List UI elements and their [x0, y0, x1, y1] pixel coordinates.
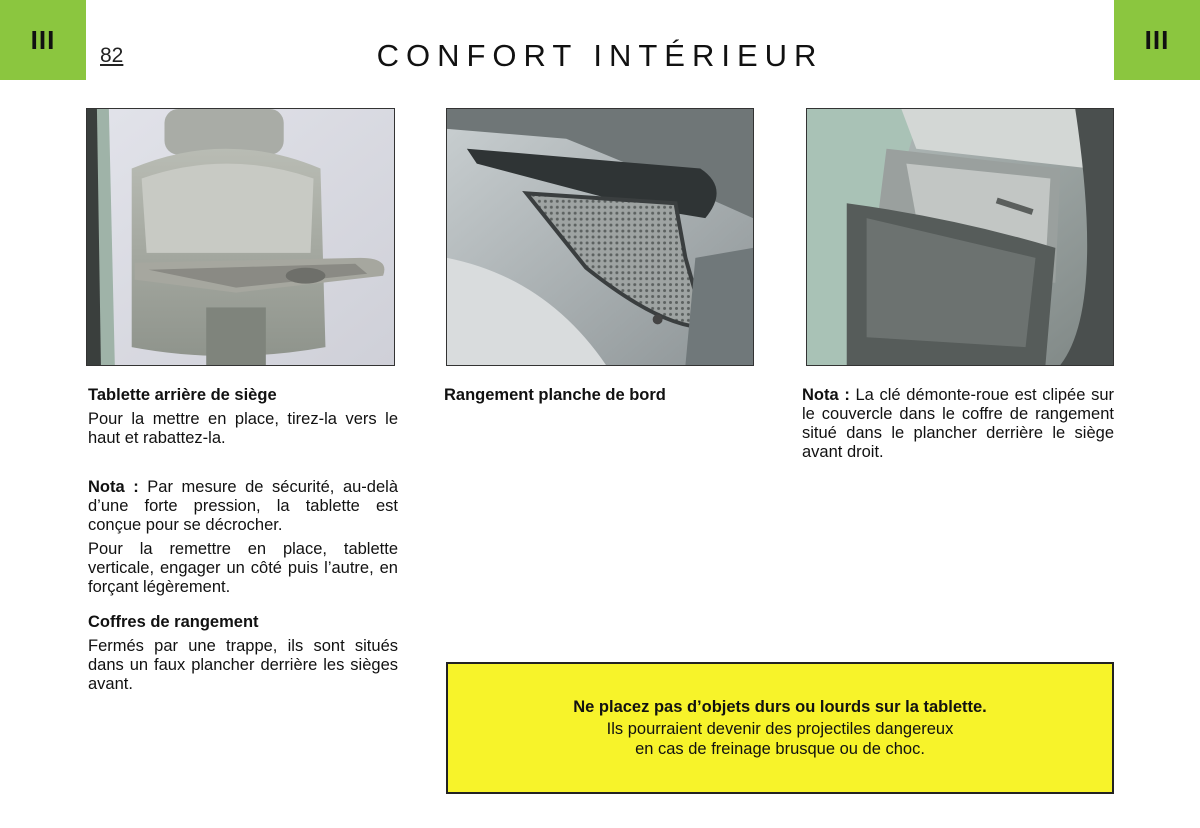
nota-safety-text: Par mesure de sécurité, au-delà d’une forte pression, la tablette est conçue pour se décrocher. [88, 478, 399, 534]
warning-box [446, 662, 1114, 794]
para-seat-tray-setup: Pour la mettre en place, tirez-la vers le haut et rabattez-la. [88, 410, 398, 447]
section-marker-right: III [1144, 24, 1170, 55]
page-title: CONFORT INTÉRIEUR [376, 38, 824, 73]
para-storage-boxes: Fermés par une trappe, ils sont situés dans un faux plancher derrière les sièges avant. [88, 637, 398, 693]
heading-seat-tray: Tablette arrière de siège [88, 386, 277, 404]
nota-label: Nota : [802, 386, 850, 404]
dashboard-storage-photo [446, 108, 754, 366]
section-marker-left: III [30, 24, 56, 55]
column-middle [444, 386, 754, 405]
para-nota-safety [88, 478, 398, 535]
seat-tray-photo [86, 108, 395, 366]
heading-storage-boxes: Coffres de rangement [88, 613, 259, 631]
para-nota-wheel-key [802, 386, 1114, 462]
column-left [88, 386, 398, 694]
warning-line-1: Ils pourraient devenir des projectiles dangereux [606, 720, 954, 738]
warning-title: Ne placez pas d’objets durs ou lourds sur la tablette. [573, 698, 987, 716]
page-number: 82 [100, 44, 124, 67]
warning-line-2: en cas de freinage brusque ou de choc. [635, 740, 925, 758]
heading-dashboard-storage: Rangement planche de bord [444, 386, 666, 404]
para-refit-instructions: Pour la remettre en place, tablette verticale, engager un côté puis l’autre, en forçant légèrement. [88, 540, 398, 596]
nota-wheel-key-text: La clé démonte-roue est clipée sur le couvercle dans le coffre de rangement situé dans le plancher derrière le siège avant droit. [802, 386, 1114, 461]
nota-label: Nota : [88, 478, 139, 496]
floor-storage-photo [806, 108, 1114, 366]
column-right [802, 386, 1114, 462]
